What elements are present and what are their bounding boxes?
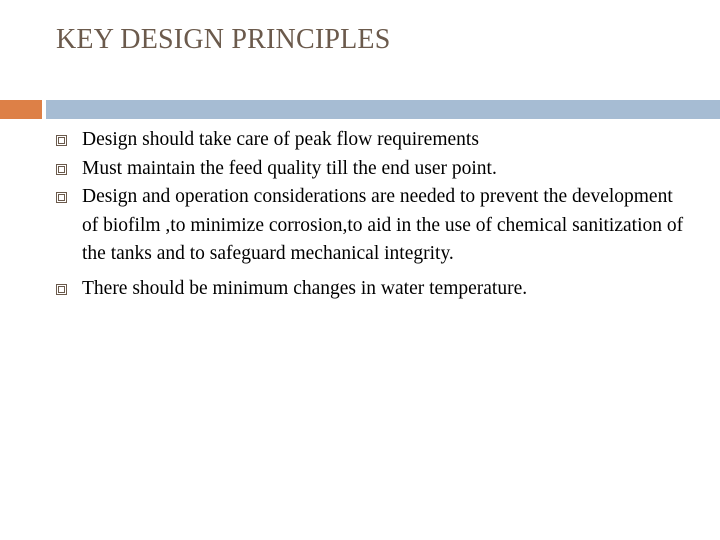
bullet-item: [56, 155, 686, 184]
bullet-item: [56, 275, 686, 304]
bullet-text: Design and operation considerations are needed to prevent the development of biofilm ,to minimize corrosion,to aid in the use of chemical sanitization of the tanks and to safeguard mechanical integrity.: [82, 186, 684, 265]
bullet-text: There should be minimum changes in water temperature.: [82, 277, 528, 299]
bullet-text: Design should take care of peak flow requirements: [82, 129, 479, 150]
bullet-item: [56, 126, 686, 155]
slide-title: KEY DESIGN PRINCIPLES: [56, 24, 391, 55]
hollow-square-bullet-icon: [56, 135, 67, 146]
bullet-item: [56, 183, 686, 269]
hollow-square-bullet-icon: [56, 192, 67, 203]
header-rule-bar: [46, 100, 720, 119]
hollow-square-bullet-icon: [56, 284, 67, 295]
bullet-list: [56, 126, 686, 304]
hollow-square-bullet-icon: [56, 164, 67, 175]
bullet-text: Must maintain the feed quality till the end user point.: [82, 157, 497, 179]
accent-bar: [0, 100, 42, 119]
